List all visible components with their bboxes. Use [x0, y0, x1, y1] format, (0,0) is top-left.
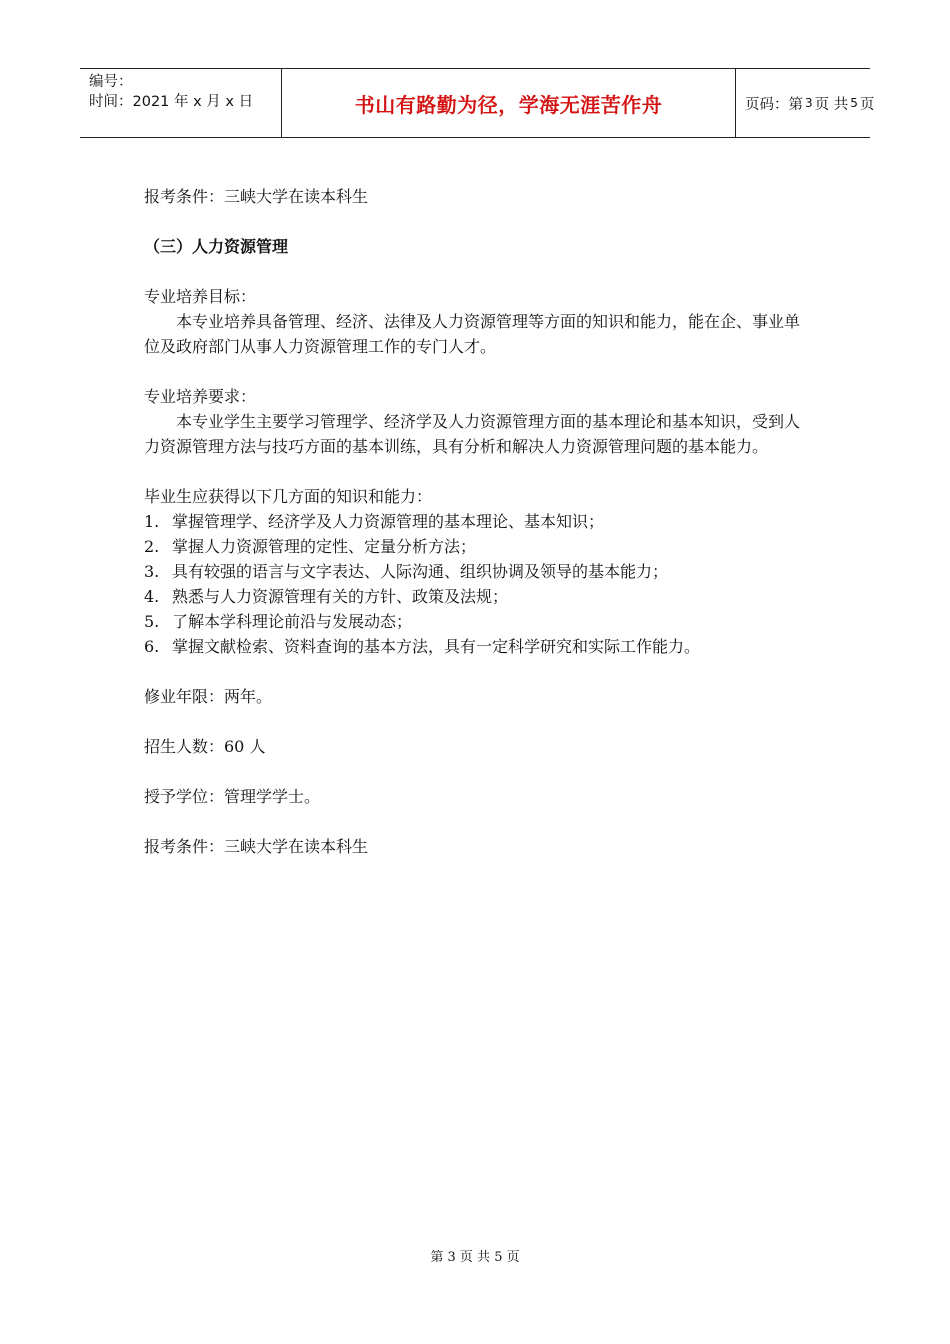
list-item-number: 2.: [144, 537, 160, 556]
list-item: [144, 559, 814, 584]
list-item: [144, 509, 814, 534]
header-motto: 书山有路勤为径，学海无涯苦作舟: [282, 69, 736, 137]
previous-admission-condition: 报考条件：三峡大学在读本科生: [144, 187, 369, 206]
page-total: 5: [850, 96, 858, 110]
graduate-abilities-list: [144, 509, 814, 659]
training-goal-label: 专业培养目标：: [144, 287, 257, 306]
list-item-number: 6.: [144, 637, 160, 656]
list-item-number: 5.: [144, 612, 160, 631]
page-prefix: 页码：第: [745, 96, 803, 113]
document-time: 时间：2021 年 x 月 x 日: [89, 94, 254, 110]
page-header: [80, 68, 875, 138]
admission-condition: 报考条件：三峡大学在读本科生: [144, 837, 369, 856]
degree-awarded: 授予学位：管理学学士。: [144, 787, 321, 806]
page-footer: 第 3 页 共 5 页: [430, 1250, 520, 1265]
list-item: [144, 634, 814, 659]
list-item: [144, 534, 814, 559]
study-duration: 修业年限：两年。: [144, 687, 273, 706]
training-goal-text: 本专业培养具备管理、经济、法律及人力资源管理等方面的知识和能力，能在企、事业单位及政府部门从事人力资源管理工作的专门人才。: [144, 312, 801, 356]
header-page-number: [736, 69, 875, 137]
enrollment-count: 招生人数：60 人: [144, 737, 266, 756]
list-item-number: 3.: [144, 562, 160, 581]
list-item: [144, 609, 814, 634]
page-current: 3: [805, 96, 813, 110]
list-item-text: 掌握管理学、经济学及人力资源管理的基本理论、基本知识；: [172, 512, 605, 531]
document-body: [144, 184, 814, 859]
list-item-number: 4.: [144, 587, 160, 606]
header-meta: [80, 69, 282, 137]
list-item-text: 了解本学科理论前沿与发展动态；: [172, 612, 413, 631]
graduate-abilities-intro: 毕业生应获得以下几方面的知识和能力：: [144, 487, 433, 506]
list-item-text: 掌握人力资源管理的定性、定量分析方法；: [172, 537, 477, 556]
list-item-text: 掌握文献检索、资料查询的基本方法，具有一定科学研究和实际工作能力。: [172, 637, 701, 656]
list-item-text: 具有较强的语言与文字表达、人际沟通、组织协调及领导的基本能力；: [172, 562, 669, 581]
list-item-number: 1.: [144, 512, 160, 531]
page-suffix: 页: [859, 96, 875, 113]
list-item-text: 熟悉与人力资源管理有关的方针、政策及法规；: [172, 587, 509, 606]
document-number-label: 编号：: [89, 74, 133, 90]
training-requirement-text: 本专业学生主要学习管理学、经济学及人力资源管理方面的基本理论和基本知识，受到人力资源管理方法与技巧方面的基本训练，具有分析和解决人力资源管理问题的基本能力。: [144, 412, 801, 456]
section-title: （三）人力资源管理: [144, 237, 289, 256]
page-mid: 页 共: [814, 96, 849, 113]
list-item: [144, 584, 814, 609]
training-requirement-label: 专业培养要求：: [144, 387, 257, 406]
